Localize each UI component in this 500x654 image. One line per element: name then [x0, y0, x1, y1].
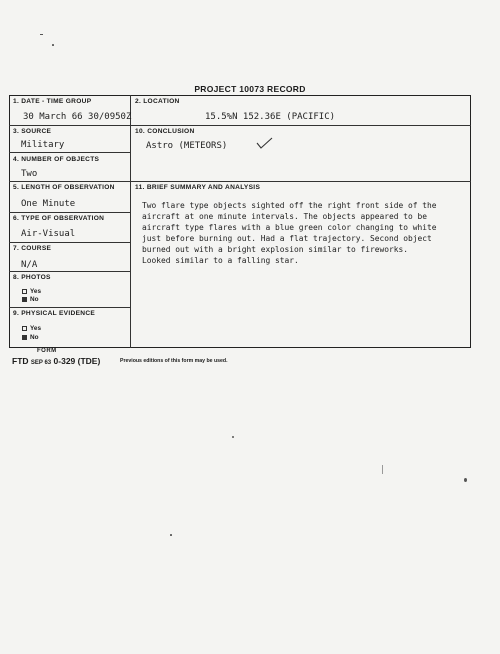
row-divider	[9, 152, 130, 153]
photos-yes-label: Yes	[30, 288, 42, 295]
location-value: 15.5%N 152.36E (PACIFIC)	[205, 112, 336, 122]
location-label: 2. LOCATION	[135, 98, 180, 105]
conclusion-value: Astro (METEORS)	[146, 141, 228, 151]
summary-label: 11. BRIEF SUMMARY AND ANALYSIS	[135, 184, 261, 191]
checkbox-empty	[22, 289, 27, 294]
checkmark-icon	[256, 137, 274, 151]
photos-no-option	[22, 296, 39, 303]
photos-label: 8. PHOTOS	[13, 274, 51, 281]
source-value: Military	[21, 140, 65, 150]
course-value: N/A	[21, 260, 38, 270]
checkbox-marked	[22, 335, 27, 340]
physical-evidence-no-label: No	[30, 334, 39, 341]
footer-date: SEP 63	[30, 360, 52, 366]
physical-evidence-yes-option	[22, 325, 41, 332]
course-label: 7. COURSE	[13, 245, 52, 252]
scan-speck	[382, 465, 383, 474]
summary-text	[142, 200, 474, 266]
physical-evidence-no-option	[22, 334, 39, 341]
checkbox-empty	[22, 326, 27, 331]
scan-speck	[40, 34, 43, 35]
row-divider	[9, 125, 471, 126]
physical-evidence-label: 9. PHYSICAL EVIDENCE	[13, 310, 96, 317]
scan-speck	[52, 44, 54, 46]
row-divider	[9, 181, 471, 182]
footer-ftd: FTD	[12, 356, 29, 366]
summary-line: burned out with a bright explosion similar to fireworks.	[142, 245, 409, 254]
footer-form-label: FORM	[37, 348, 57, 354]
summary-line: aircraft type flares with a blue green color changing to white	[142, 223, 437, 232]
row-divider	[9, 271, 130, 272]
number-of-objects-label: 4. NUMBER OF OBJECTS	[13, 156, 100, 163]
summary-line: Looked similar to a falling star.	[142, 256, 299, 265]
row-divider	[9, 307, 130, 308]
date-time-group-label: 1. DATE - TIME GROUP	[13, 98, 92, 105]
type-of-observation-label: 6. TYPE OF OBSERVATION	[13, 215, 105, 222]
physical-evidence-yes-label: Yes	[30, 325, 42, 332]
length-of-observation-label: 5. LENGTH OF OBSERVATION	[13, 184, 115, 191]
footer-form-id	[12, 356, 100, 366]
type-of-observation-value: Air-Visual	[21, 229, 76, 239]
photos-no-label: No	[30, 296, 39, 303]
photos-yes-option	[22, 288, 41, 295]
record-title: PROJECT 10073 RECORD	[194, 84, 306, 94]
summary-line: just before burning out. Had a flat trajectory. Second object	[142, 234, 432, 243]
length-of-observation-value: One Minute	[21, 199, 76, 209]
footer-form-number: 0-329 (TDE)	[53, 356, 101, 366]
date-time-group-value: 30 March 66 30/0950Z	[23, 112, 132, 122]
scan-speck	[170, 534, 172, 536]
row-divider	[9, 212, 130, 213]
conclusion-label: 10. CONCLUSION	[135, 128, 195, 135]
checkbox-marked	[22, 297, 27, 302]
column-divider	[130, 95, 131, 348]
footer-note: Previous editions of this form may be used.	[120, 358, 228, 364]
source-label: 3. SOURCE	[13, 128, 52, 135]
summary-line: aircraft at one minute intervals. The objects appeared to be	[142, 212, 428, 221]
row-divider	[9, 242, 130, 243]
scan-speck	[232, 436, 234, 438]
scan-speck	[464, 478, 467, 482]
summary-line: Two flare type objects sighted off the right front side of the	[142, 201, 437, 210]
number-of-objects-value: Two	[21, 169, 38, 179]
